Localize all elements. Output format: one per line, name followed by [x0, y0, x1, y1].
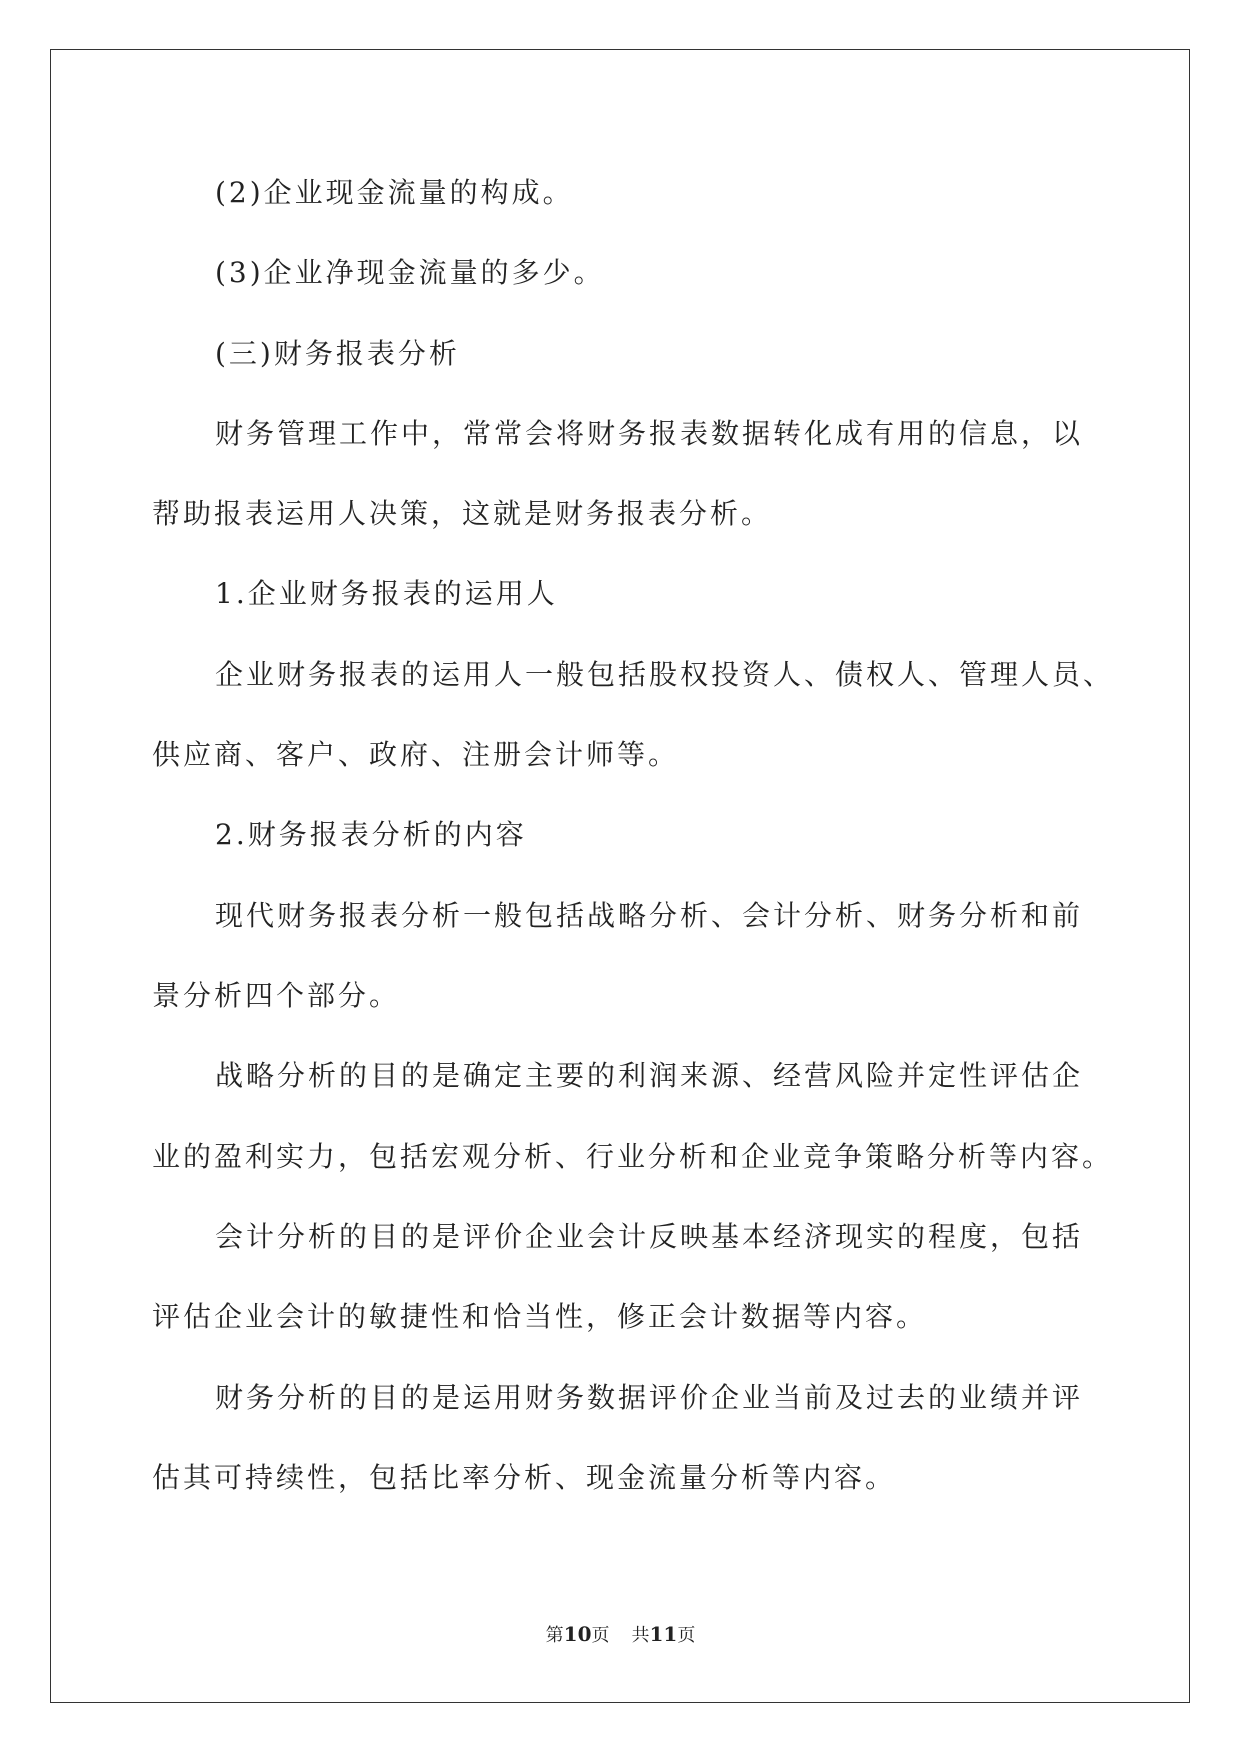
- paragraph-line: 财务分析的目的是运用财务数据评价企业当前及过去的业绩并评: [215, 1381, 1084, 1414]
- page-total: 共11页: [631, 1622, 696, 1646]
- paragraph-line: 战略分析的目的是确定主要的利润来源、经营风险并定性评估企: [215, 1059, 1084, 1092]
- paragraph-line: 景分析四个部分。: [152, 979, 401, 1012]
- paragraph-line: 会计分析的目的是评价企业会计反映基本经济现实的程度，包括: [215, 1220, 1084, 1253]
- paragraph-line: 估其可持续性，包括比率分析、现金流量分析等内容。: [152, 1461, 897, 1494]
- section-heading-financial-statement-analysis: (三)财务报表分析: [215, 337, 460, 370]
- paragraph-line: 业的盈利实力，包括宏观分析、行业分析和企业竞争策略分析等内容。: [152, 1140, 1114, 1173]
- subheading-statement-users: 1.企业财务报表的运用人: [215, 577, 558, 610]
- list-item-net-cash-flow: (3)企业净现金流量的多少。: [215, 256, 605, 289]
- list-item-cash-flow-composition: (2)企业现金流量的构成。: [215, 176, 574, 209]
- paragraph-line: 财务管理工作中，常常会将财务报表数据转化成有用的信息，以: [215, 417, 1084, 450]
- paragraph-line: 供应商、客户、政府、注册会计师等。: [152, 738, 680, 771]
- paragraph-line: 现代财务报表分析一般包括战略分析、会计分析、财务分析和前: [215, 899, 1084, 932]
- subheading-analysis-content: 2.财务报表分析的内容: [215, 818, 527, 851]
- paragraph-line: 帮助报表运用人决策，这就是财务报表分析。: [152, 497, 773, 530]
- paragraph-line: 企业财务报表的运用人一般包括股权投资人、债权人、管理人员、: [215, 658, 1115, 691]
- page-border: [50, 49, 1190, 1703]
- page-footer: [0, 1622, 1241, 1648]
- paragraph-line: 评估企业会计的敏捷性和恰当性，修正会计数据等内容。: [152, 1300, 928, 1333]
- page-number: 第10页: [545, 1622, 610, 1646]
